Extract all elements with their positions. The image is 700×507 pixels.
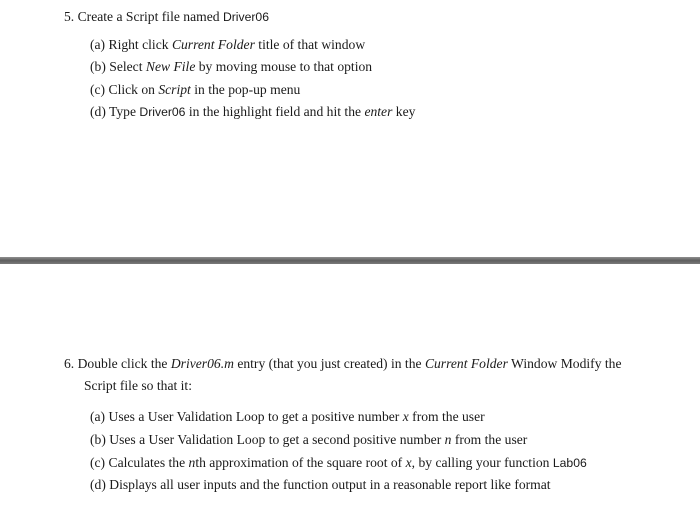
item-5-step-d: (d) Type Driver06 in the highlight field and hit the enter key [90,104,416,119]
item-6-step-b: (b) Uses a User Validation Loop to get a second positive number n from the user [90,432,528,447]
item-5-step-b: (b) Select New File by moving mouse to that option [90,59,373,74]
item-5-text: Create a Script file named [77,9,223,24]
item-5-number: 5. [64,9,75,24]
item-5-step-c: (c) Click on Script in the pop-up menu [90,82,301,97]
item-5-filename: Driver06 [222,10,269,24]
item-6-step-c: (c) Calculates the nth approximation of the square root of x, by calling your function Lab06 [90,455,587,470]
item-6-step-a: (a) Uses a User Validation Loop to get a positive number x from the user [90,409,485,424]
item-5-heading [64,8,269,26]
item-6-step-d: (d) Displays all user inputs and the function output in a reasonable report like format [90,477,551,492]
item-6-number: 6. [64,356,75,371]
item-5-step-a: (a) Right click Current Folder title of that window [90,37,366,52]
item-6-heading-line-2: Script file so that it: [84,378,192,393]
item-6-heading-line-1: 6. Double click the Driver06.m entry (that you just created) in the Current Folder Window Modify the [64,356,622,371]
page-divider [0,257,700,264]
